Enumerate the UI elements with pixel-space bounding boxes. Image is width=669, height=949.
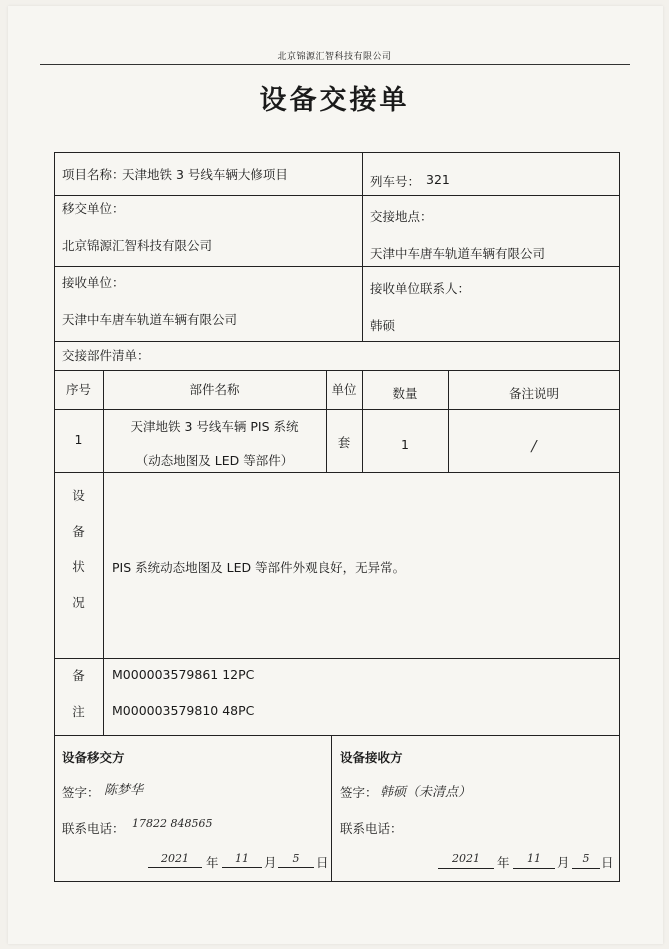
company-header: 北京锦源汇智科技有限公司	[277, 52, 392, 62]
row-part-name-line1: 天津地铁 3 号线车辆 PIS 系统	[130, 419, 299, 434]
col-divider	[331, 735, 332, 882]
status-label-char: 况	[72, 595, 85, 610]
date-underline	[513, 868, 555, 869]
receive-date-day: 5	[582, 852, 590, 865]
notes-label-char: 注	[72, 704, 85, 719]
receive-date-day-suffix: 日	[601, 855, 614, 870]
row-divider	[54, 409, 620, 410]
header-unit: 单位	[331, 382, 357, 397]
row-divider	[54, 266, 620, 267]
header-quantity: 数量	[392, 386, 418, 401]
date-underline	[148, 867, 202, 868]
handover-place-label: 交接地点：	[370, 209, 433, 224]
receive-signature: 韩硕（未清点）	[380, 785, 472, 800]
train-number-label: 列车号：	[370, 174, 421, 189]
status-label-char: 状	[72, 559, 85, 574]
header-divider	[40, 64, 630, 65]
date-underline	[222, 867, 262, 868]
receive-contact-value: 韩硕	[370, 318, 396, 333]
row-part-name-line2: （动态地图及 LED 等部件）	[135, 453, 294, 468]
project-label: 项目名称：	[62, 167, 125, 182]
receive-side-title: 设备接收方	[340, 750, 403, 765]
row-remark: /	[531, 437, 537, 455]
row-divider	[54, 370, 620, 371]
transfer-unit-label: 移交单位：	[62, 201, 125, 216]
receive-phone-label: 联系电话：	[340, 821, 403, 836]
transfer-date-year: 2021	[161, 852, 189, 865]
receive-date-year: 2021	[452, 852, 480, 865]
transfer-date-month: 11	[235, 852, 249, 865]
row-unit: 套	[337, 435, 351, 450]
receive-contact-label: 接收单位联系人：	[370, 281, 471, 296]
notes-label-char: 备	[72, 668, 85, 683]
equipment-status-text: PIS 系统动态地图及 LED 等部件外观良好，无异常。	[112, 560, 406, 575]
row-divider	[54, 472, 620, 473]
col-divider	[362, 152, 363, 341]
transfer-side-title: 设备移交方	[62, 750, 125, 765]
header-part-name: 部件名称	[189, 382, 240, 397]
document-title: 设备交接单	[259, 85, 410, 116]
date-underline	[438, 868, 494, 869]
row-divider	[54, 735, 620, 736]
row-divider	[54, 341, 620, 342]
header-remark: 备注说明	[508, 386, 559, 401]
receive-date-year-suffix: 年	[497, 855, 510, 870]
notes-line-2: M000003579810 48PC	[112, 703, 255, 718]
transfer-signature: 陈梦华	[104, 783, 144, 798]
row-divider	[54, 658, 620, 659]
project-value: 天津地铁 3 号线车辆大修项目	[122, 167, 288, 182]
transfer-sign-label: 签字：	[62, 785, 100, 800]
transfer-date-day-suffix: 日	[316, 855, 329, 870]
receive-unit-label: 接收单位：	[62, 275, 125, 290]
row-divider	[54, 195, 620, 196]
row-quantity: 1	[401, 437, 409, 452]
transfer-date-month-suffix: 月	[264, 855, 277, 870]
notes-line-1: M000003579861 12PC	[112, 667, 255, 682]
transfer-phone-value: 17822 848565	[132, 817, 213, 830]
status-label-char: 设	[72, 488, 85, 503]
transfer-date-year-suffix: 年	[206, 855, 219, 870]
transfer-unit-value: 北京锦源汇智科技有限公司	[62, 238, 213, 253]
parts-list-label: 交接部件清单：	[62, 348, 150, 363]
header-index: 序号	[65, 382, 91, 397]
transfer-date-day: 5	[292, 852, 300, 865]
date-underline	[572, 868, 600, 869]
receive-unit-value: 天津中车唐车轨道车辆有限公司	[62, 312, 238, 327]
receive-date-month: 11	[527, 852, 541, 865]
train-number-value: 321	[426, 172, 450, 187]
status-label-char: 备	[72, 524, 85, 539]
receive-sign-label: 签字：	[340, 785, 378, 800]
transfer-phone-label: 联系电话：	[62, 821, 125, 836]
row-index: 1	[74, 432, 83, 447]
handover-place-value: 天津中车唐车轨道车辆有限公司	[370, 246, 546, 261]
date-underline	[278, 867, 314, 868]
receive-date-month-suffix: 月	[557, 855, 570, 870]
